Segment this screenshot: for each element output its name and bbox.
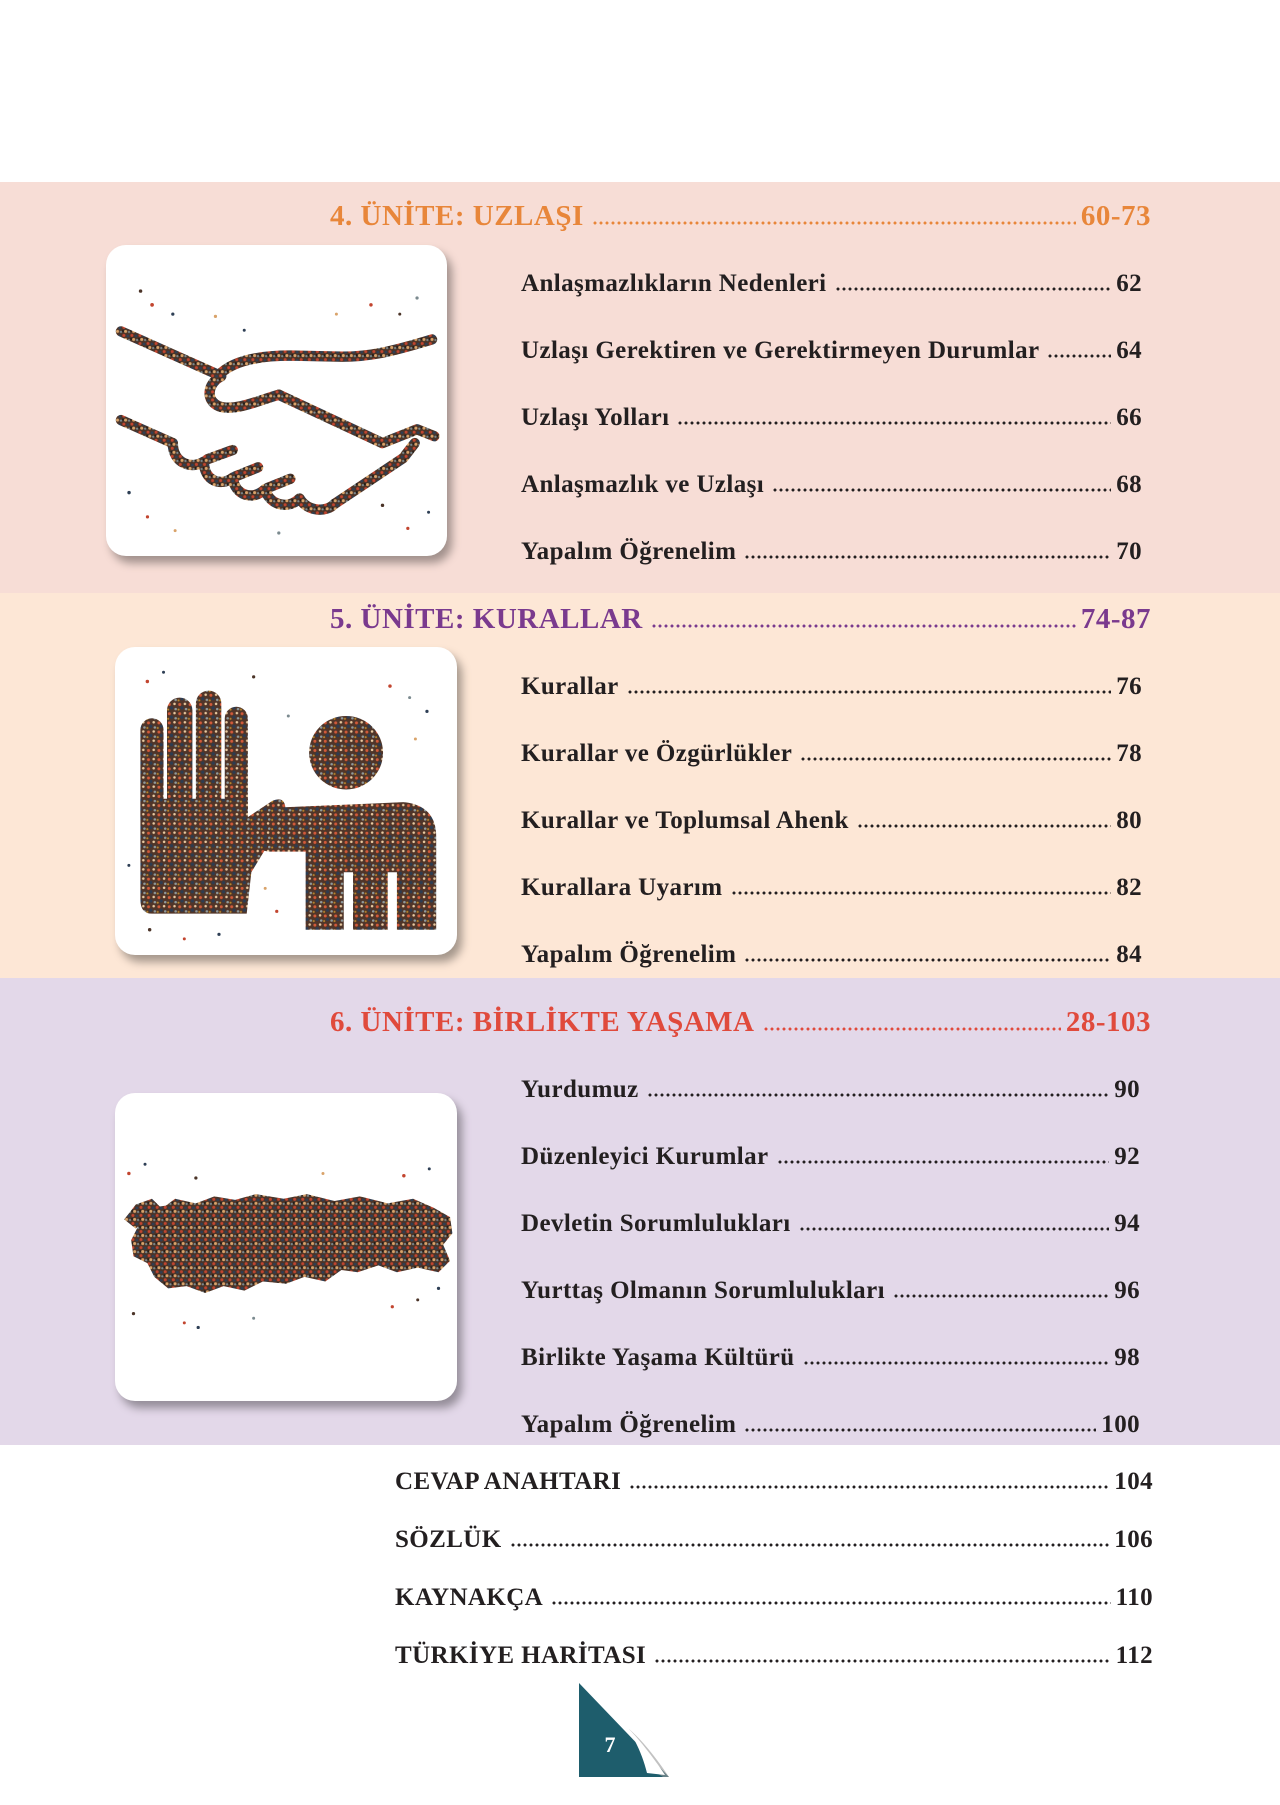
toc-entry-page: 106 [1114,1526,1153,1553]
toc-entry-page: 92 [1114,1143,1140,1170]
toc-entry-page: 84 [1116,941,1142,968]
toc-entry-label: KAYNAKÇA [395,1584,544,1611]
dot-leader [763,1027,1061,1031]
toc-entry [521,1338,1140,1405]
toc-entry-page: 62 [1116,270,1142,297]
unit-5-entries [521,667,1142,975]
toc-entry-label: Birlikte Yaşama Kültürü [521,1344,795,1371]
unit-page-range: 74-87 [1080,603,1151,635]
dot-leader [551,1601,1111,1605]
toc-entry [395,1636,1153,1676]
dot-leader [835,287,1112,291]
toc-entry-page: 68 [1116,471,1142,498]
dot-leader [1047,354,1111,358]
toc-entry-label: Yapalım Öğrenelim [521,538,737,565]
dot-leader [510,1543,1110,1547]
unit-6-section [0,978,1280,1445]
toc-entry-page: 90 [1114,1076,1140,1103]
unit-page-range: 28-103 [1065,1006,1151,1038]
toc-entry-label: Kurallar [521,673,619,700]
toc-entry [395,1462,1153,1520]
toc-entry-label: Yurttaş Olmanın Sorumlulukları [521,1277,885,1304]
toc-entry-page: 64 [1116,337,1142,364]
back-matter-entries [395,1462,1153,1676]
toc-entry-page: 82 [1116,874,1142,901]
toc-entry [521,935,1142,975]
unit-6-entries [521,1070,1140,1445]
toc-entry-label: Devletin Sorumlulukları [521,1210,791,1237]
unit-title-row [330,1002,1151,1042]
dot-leader [800,757,1111,761]
toc-entry-label: Yapalım Öğrenelim [521,941,737,968]
toc-entry-page: 94 [1114,1210,1140,1237]
unit-title: 5. ÜNİTE: KURALLAR [330,603,643,635]
dot-leader [744,1428,1096,1432]
toc-entry-label: Kurallar ve Özgürlükler [521,740,793,767]
dot-leader [592,221,1076,225]
toc-entry-page: 98 [1114,1344,1140,1371]
toc-entry-label: Düzenleyici Kurumlar [521,1143,769,1170]
unit-title-row [330,599,1151,639]
dot-leader [803,1361,1110,1365]
dot-leader [744,555,1111,559]
toc-entry-label: Uzlaşı Gerektiren ve Gerektirmeyen Durumlar [521,337,1040,364]
toc-entry-page: 104 [1114,1468,1153,1495]
dot-leader [777,1160,1110,1164]
toc-entry [521,465,1142,532]
dot-leader [731,891,1112,895]
toc-entry-page: 112 [1115,1642,1153,1669]
dot-leader [629,1485,1109,1489]
unit-title: 4. ÜNİTE: UZLAŞI [330,200,584,232]
unit-4-entries [521,264,1142,572]
stop-hand-and-person-crowd-image [115,647,457,955]
toc-entry [521,1405,1140,1445]
toc-entry [521,532,1142,572]
dot-leader [677,421,1111,425]
toc-entry [521,264,1142,331]
toc-entry-label: Kurallara Uyarım [521,874,723,901]
dot-leader [647,1093,1110,1097]
toc-entry-label: Kurallar ve Toplumsal Ahenk [521,807,849,834]
page-number: 7 [604,1732,616,1757]
unit-5-section [0,593,1280,978]
toc-entry-label: SÖZLÜK [395,1526,502,1553]
unit-page-range: 60-73 [1080,200,1151,232]
toc-entry-page: 110 [1115,1584,1153,1611]
toc-entry [521,331,1142,398]
toc-entry-page: 78 [1116,740,1142,767]
toc-entry [521,1137,1140,1204]
toc-entry [521,734,1142,801]
toc-entry-label: Anlaşmazlık ve Uzlaşı [521,471,765,498]
unit-title: 6. ÜNİTE: BİRLİKTE YAŞAMA [330,1006,755,1038]
toc-entry [521,1271,1140,1338]
dot-leader [857,824,1111,828]
toc-entry-label: Yapalım Öğrenelim [521,1411,737,1438]
toc-entry-label: Yurdumuz [521,1076,639,1103]
page-corner-tab [579,1683,671,1777]
toc-entry [395,1520,1153,1578]
toc-entry-label: Uzlaşı Yolları [521,404,670,431]
toc-entry [395,1578,1153,1636]
toc-entry [521,868,1142,935]
toc-entry-page: 100 [1101,1411,1140,1438]
toc-entry [521,1070,1140,1137]
toc-entry [521,801,1142,868]
handshake-crowd-image [106,245,447,556]
unit-title-row [330,196,1151,236]
toc-entry-label: TÜRKİYE HARİTASI [395,1642,647,1669]
turkey-map-crowd-image [115,1093,457,1401]
toc-entry [521,398,1142,465]
toc-entry-page: 76 [1116,673,1142,700]
dot-leader [651,624,1076,628]
dot-leader [893,1294,1109,1298]
toc-entry-page: 70 [1116,538,1142,565]
dot-leader [744,958,1111,962]
unit-4-section [0,182,1280,593]
toc-entry [521,1204,1140,1271]
toc-entry-label: Anlaşmazlıkların Nedenleri [521,270,827,297]
toc-entry-label: CEVAP ANAHTARI [395,1468,622,1495]
dot-leader [654,1659,1111,1663]
dot-leader [799,1227,1110,1231]
toc-entry-page: 96 [1114,1277,1140,1304]
dot-leader [772,488,1111,492]
toc-entry-page: 66 [1116,404,1142,431]
toc-entry [521,667,1142,734]
dot-leader [627,690,1112,694]
toc-entry-page: 80 [1116,807,1142,834]
